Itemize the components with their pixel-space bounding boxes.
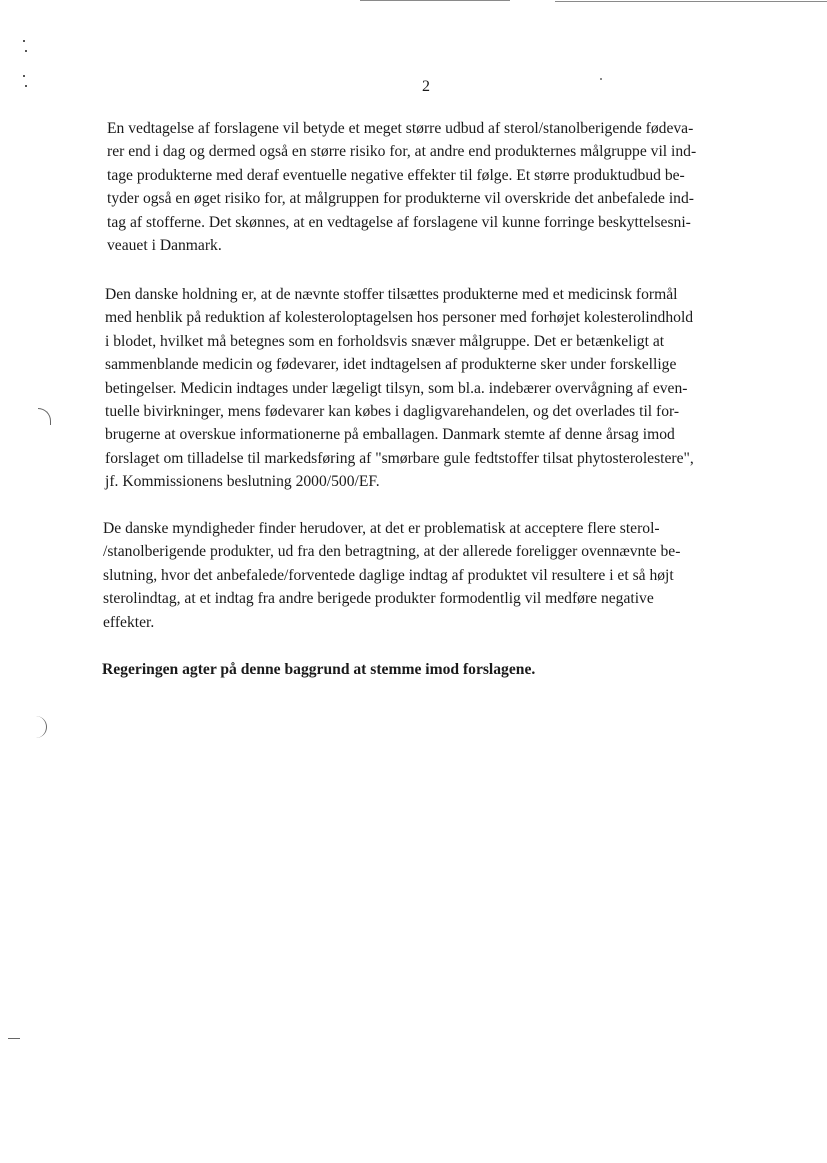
text-line: slutning, hvor det anbefalede/forventede daglige indtag af produktet vil resultere i et så højt <box>103 566 674 584</box>
text-line: tage produkterne med deraf eventuelle negative effekter til følge. Et større produktudbud be- <box>107 166 685 184</box>
text-line: med henblik på reduktion af kolesteroloptagelsen hos personer med forhøjet kolesterolindhold <box>105 309 694 327</box>
text-line: tuelle bivirkninger, mens fødevarer kan købes i dagligvarehandelen, og det overlades til for- <box>105 403 680 421</box>
text-line: veauet i Danmark. <box>107 237 222 255</box>
text-line: /stanolberigende produkter, ud fra den betragtning, at der allerede foreligger ovennævnte be- <box>103 543 681 561</box>
paragraph-authorities-concern <box>103 517 743 634</box>
text-line: Den danske holdning er, at de nævnte stoffer tilsættes produkterne med et medicinsk formål <box>105 286 678 303</box>
scan-edge-line <box>360 0 510 1</box>
text-line: sterolindtag, at et indtag fra andre berigede produkter formodentlig vil medføre negative <box>103 590 654 608</box>
paragraph-danish-position <box>105 283 745 494</box>
paragraph-government-conclusion <box>102 658 742 681</box>
text-line: brugerne at overskue informationerne på emballagen. Danmark stemte af denne årsag imod <box>105 426 675 444</box>
text-line: forslaget om tilladelse til markedsføring af "smørbare gule fedtstoffer tilsat phytosterolestere", <box>105 449 694 467</box>
text-line: tag af stofferne. Det skønnes, at en vedtagelse af forslagene vil kunne forringe beskyttelsesni- <box>107 213 691 231</box>
scan-speck <box>25 50 27 52</box>
text-line: De danske myndigheder finder herudover, at det er problematisk at acceptere flere sterol- <box>103 520 660 537</box>
scan-speck <box>23 75 25 77</box>
text-line: i blodet, hvilket må betegnes som en forholdsvis snæver målgruppe. Det er betænkeligt at <box>105 332 665 350</box>
punch-hole-mark <box>34 716 47 738</box>
text-line: rer end i dag og dermed også en større risiko for, at andre end produkternes målgruppe vil ind- <box>107 143 697 161</box>
scan-speck <box>8 1038 20 1039</box>
text-line: En vedtagelse af forslagene vil betyde et meget større udbud af sterol/stanolberigende fødeva- <box>107 120 694 137</box>
punch-hole-mark <box>38 408 51 425</box>
page-number: 2 <box>422 78 430 95</box>
text-line: sammenblande medicin og fødevarer, idet indtagelsen af produkterne sker under forskellige <box>105 356 677 374</box>
text-line: betingelser. Medicin indtages under lægeligt tilsyn, som bl.a. indebærer overvågning af even- <box>105 379 688 397</box>
text-line: Regeringen agter på denne baggrund at stemme imod forslagene. <box>102 661 536 678</box>
text-line: jf. Kommissionens beslutning 2000/500/EF. <box>105 473 380 491</box>
paragraph-proposal-consequences <box>107 117 747 257</box>
text-line: tyder også en øget risiko for, at målgruppen for produkterne vil overskride det anbefalede ind- <box>107 190 694 208</box>
scan-edge-line <box>555 1 827 2</box>
scan-speck <box>23 40 25 42</box>
text-line: effekter. <box>103 613 155 631</box>
